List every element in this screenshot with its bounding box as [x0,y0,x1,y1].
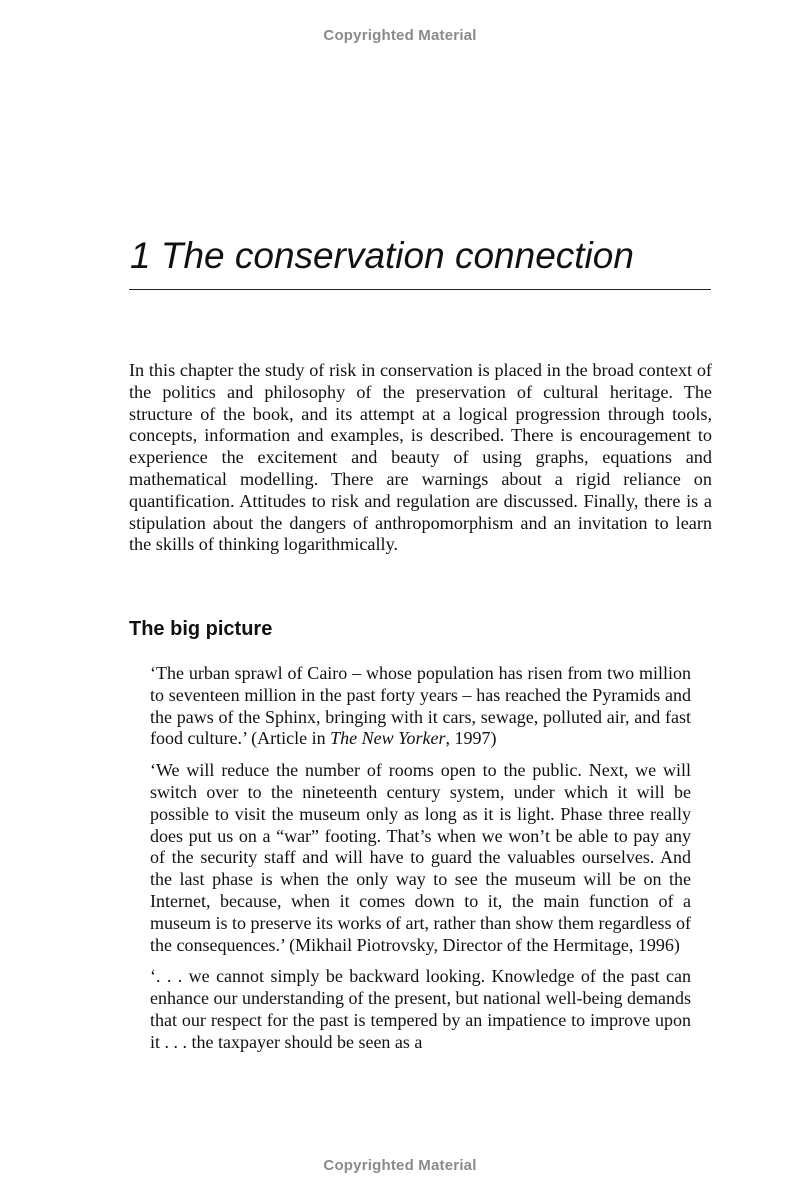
chapter-title-rule [129,289,711,290]
quote-backward-looking [150,966,691,1053]
chapter-title: 1 The conservation connection [130,235,634,276]
quote-text: ‘We will reduce the number of rooms open to the public. Next, we will switch over to the nineteenth century system, under which it will be possible to visit the museum only as long as it is light. Phase three really does put us on a “war” footing. That’s when we won’t be able to pay any of the security staff and will have to guard the valuables ourselves. And the last phase is when the only way to see the museum will be on the Internet, because, when it comes down to it, the main function of a museum is to preserve its works of art, rather than show them regardless of the consequences.’ (Mikhail Piotrovsky, Director of the Hermitage, 1996) [150,760,691,955]
quote-text: ‘. . . we cannot simply be backward looking. Knowledge of the past can enhance our understanding of the present, but national well-being demands that our respect for the past is tempered by an impatience to improve upon it . . . the taxpayer should be seen as a [150,966,691,1052]
quote-text: ‘The urban sprawl of Cairo – whose population has risen from two million to seventeen million in the past forty years – has reached the Pyramids and the paws of the Sphinx, bringing with it cars, sewage, polluted air, and fast food culture.’ (Article in [150,663,691,749]
quote-italic-source: The New Yorker [330,728,446,749]
copyright-watermark-top: Copyrighted Material [323,27,477,44]
copyright-watermark-bottom: Copyrighted Material [323,1157,477,1174]
quote-text-end: , 1997) [445,728,497,749]
quote-hermitage [150,760,691,956]
section-heading: The big picture [129,618,273,640]
chapter-intro-paragraph: In this chapter the study of risk in conservation is placed in the broad context of the politics and philosophy of the preservation of cultural heritage. The structure of the book, and its attempt at a logical progression through tools, concepts, information and examples, is described. There is encouragement to experience the excitement and beauty of using graphs, equations and mathematical modelling. There are warnings about a rigid reliance on quantification. Attitudes to risk and regulation are discussed. Finally, there is a stipulation about the dangers of anthropomorphism and an invitation to learn the skills of thinking logarithmically. [129,360,712,555]
quote-cairo [150,663,691,750]
quotation-block [150,663,691,1064]
